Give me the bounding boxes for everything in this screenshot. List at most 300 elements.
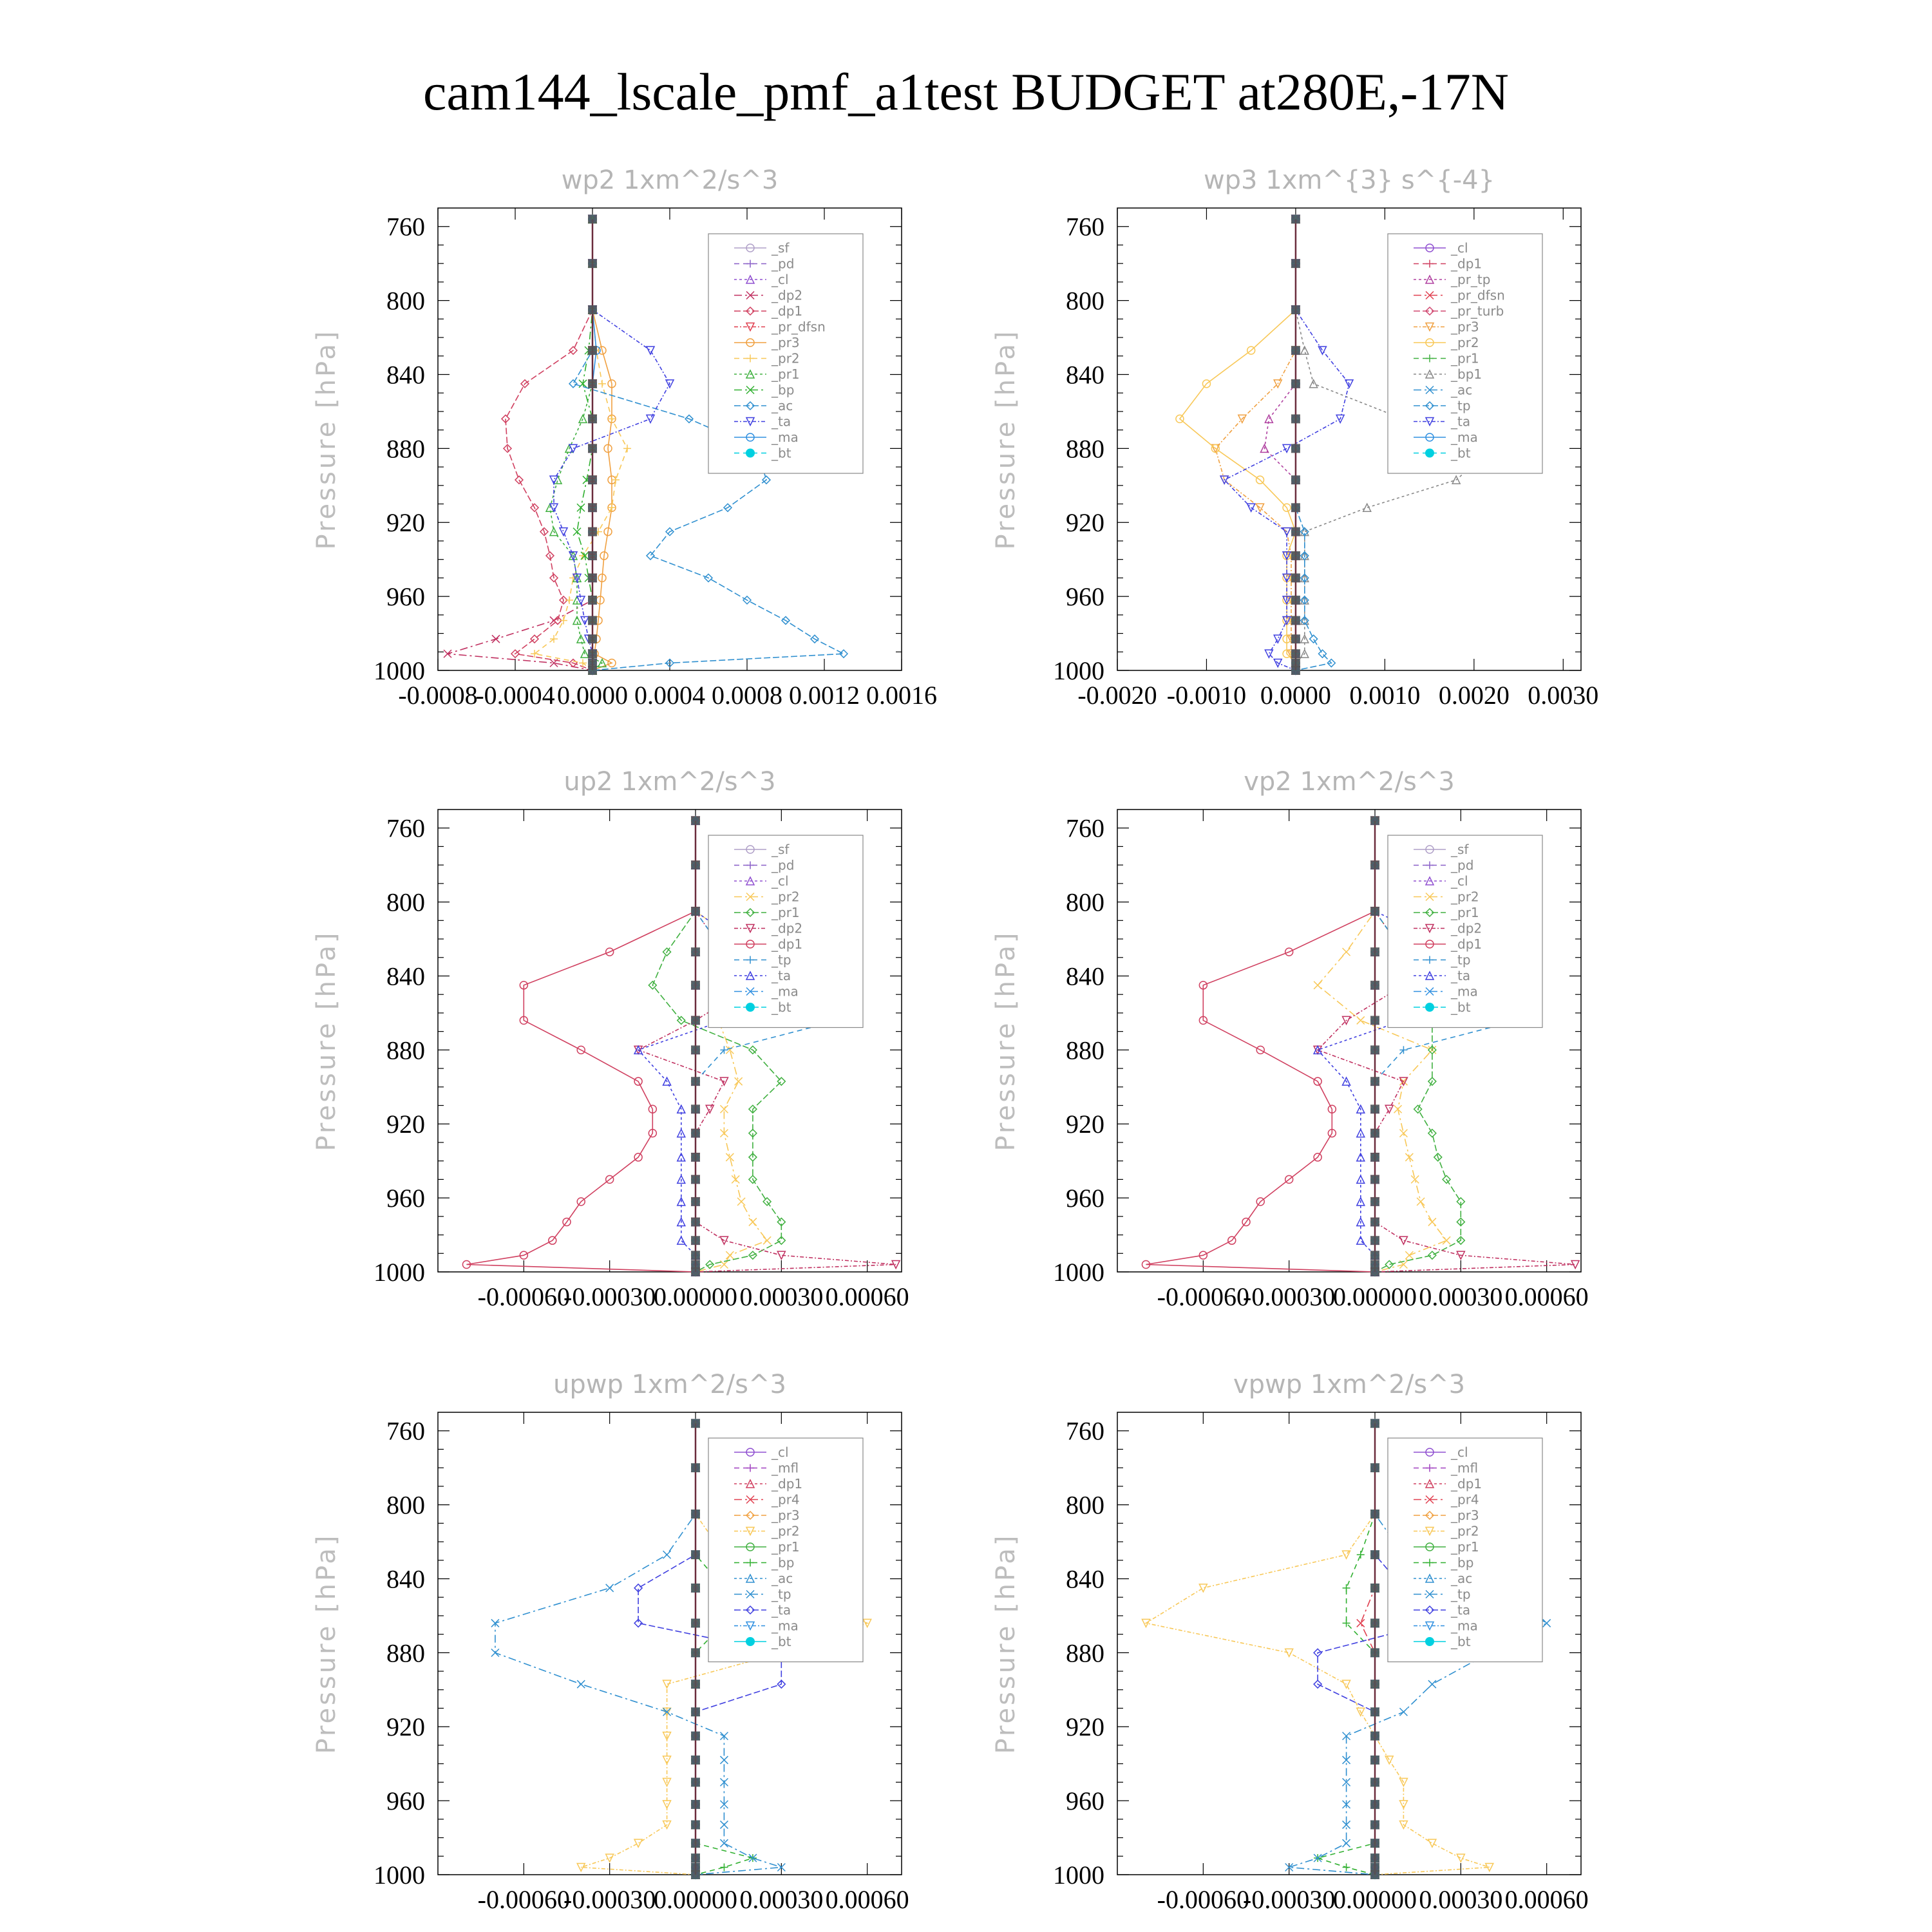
zero-marker	[691, 1251, 700, 1260]
zero-marker	[691, 981, 700, 990]
zero-marker	[691, 1618, 700, 1627]
data-point-_tp	[663, 1551, 671, 1558]
legend-label: _pr_dfsn	[1451, 287, 1505, 303]
data-point-_pr2	[737, 1198, 745, 1206]
legend-label: _dp2	[772, 920, 803, 936]
zero-marker	[1291, 475, 1300, 484]
legend-label: _pr3	[772, 1508, 800, 1523]
zero-marker	[588, 414, 597, 423]
legend-label: _pr2	[1451, 335, 1479, 350]
legend-label: _cl	[1451, 1444, 1468, 1460]
legend-label: _ta	[772, 968, 791, 983]
data-point-_pr2	[1385, 1756, 1393, 1764]
data-point-_dp2	[492, 635, 500, 643]
zero-marker	[691, 1153, 700, 1162]
y-axis-label: Pressure [hPa]	[312, 930, 341, 1151]
zero-marker	[691, 1820, 700, 1829]
panel-wp2	[312, 166, 937, 710]
data-point-_dp2	[706, 1105, 714, 1113]
data-point-_dp2	[1399, 1236, 1407, 1244]
y-tick-label: 760	[1066, 212, 1104, 242]
zero-marker	[691, 907, 700, 916]
y-tick-label: 840	[1066, 360, 1104, 390]
legend-label: _pr2	[772, 889, 800, 905]
zero-marker	[1370, 1175, 1379, 1184]
y-tick-label: 760	[1066, 1416, 1104, 1446]
x-tick-label: -0.0008	[398, 681, 478, 710]
zero-marker	[691, 1236, 700, 1245]
y-tick-label: 840	[1066, 961, 1104, 991]
x-tick-label: -0.00030	[564, 1282, 656, 1311]
x-tick-label: 0.0012	[789, 681, 860, 710]
x-tick-label: 0.00030	[739, 1282, 824, 1311]
zero-marker	[691, 1756, 700, 1765]
panel-wp3	[991, 166, 1598, 710]
zero-marker	[1370, 1820, 1379, 1829]
x-tick-label: 0.00000	[1333, 1885, 1417, 1914]
zero-marker	[691, 1045, 700, 1054]
zero-marker	[588, 573, 597, 582]
data-point-_pr2	[1405, 1153, 1413, 1161]
zero-marker	[588, 379, 597, 388]
zero-marker	[691, 1077, 700, 1086]
data-point-_pr4	[1357, 1619, 1365, 1627]
x-tick-label: -0.00030	[1243, 1885, 1336, 1914]
data-point-_pr2	[560, 616, 567, 624]
x-tick-label: -0.0010	[1166, 681, 1247, 710]
y-axis-label: Pressure [hPa]	[312, 328, 341, 550]
legend-label: _dp1	[1451, 256, 1482, 272]
data-point-_pr2	[1285, 1649, 1293, 1656]
legend-label: _pr2	[1451, 1523, 1479, 1539]
data-point-_pr2	[569, 574, 577, 582]
zero-marker	[1370, 1236, 1379, 1245]
y-tick-label: 840	[1066, 1564, 1104, 1594]
data-point-_ta	[560, 528, 567, 536]
x-tick-label: 0.00030	[1419, 1885, 1503, 1914]
y-tick-label: 960	[386, 1786, 425, 1816]
zero-marker	[1370, 981, 1379, 990]
data-point-_pr2	[612, 476, 620, 484]
legend-label: _cl	[772, 272, 789, 287]
data-point-_pr2	[1343, 948, 1350, 956]
data-point-_pr2	[726, 1251, 734, 1259]
zero-marker	[588, 503, 597, 512]
zero-marker	[1370, 1045, 1379, 1054]
y-tick-label: 800	[386, 286, 425, 316]
zero-marker	[588, 666, 597, 675]
data-point-_tp	[577, 1680, 585, 1688]
data-point-_pr2	[1411, 1175, 1419, 1183]
y-tick-label: 960	[1066, 582, 1104, 612]
zero-marker	[1291, 305, 1300, 314]
zero-marker	[1370, 907, 1379, 916]
zero-marker	[1370, 1510, 1379, 1519]
zero-marker	[691, 1267, 700, 1276]
y-tick-label: 880	[386, 1036, 425, 1065]
y-tick-label: 880	[1066, 1036, 1104, 1065]
legend-label: _ta	[772, 413, 791, 430]
data-point-_pr2	[1394, 1105, 1402, 1113]
zero-marker	[691, 947, 700, 956]
zero-marker	[1370, 1153, 1379, 1162]
zero-marker	[691, 1175, 700, 1184]
data-point-_pr2	[1457, 1854, 1464, 1862]
legend-label: _sf	[1451, 842, 1469, 857]
legend-label: _bt	[772, 445, 791, 461]
legend-label: _ma	[772, 1618, 799, 1634]
data-point-_tp	[491, 1649, 499, 1656]
data-point-_pr2	[1405, 1251, 1413, 1259]
data-point-_bp	[1357, 1551, 1365, 1558]
legend-bt-dot	[746, 1003, 755, 1012]
x-tick-label: 0.0000	[557, 681, 628, 710]
zero-marker	[691, 1680, 700, 1689]
y-tick-label: 800	[1066, 887, 1104, 917]
legend-label: _pr1	[1451, 1539, 1479, 1555]
zero-marker	[1370, 1251, 1379, 1260]
legend-label: _dp1	[1451, 936, 1482, 952]
data-point-_ta	[569, 444, 577, 452]
legend-label: _pd	[772, 857, 795, 873]
x-tick-label: 0.00030	[1419, 1282, 1503, 1311]
zero-marker	[1370, 1217, 1379, 1226]
y-tick-label: 1000	[1053, 1861, 1104, 1889]
x-tick-label: 0.0010	[1349, 681, 1421, 710]
x-tick-label: -0.00060	[477, 1282, 570, 1311]
legend-label: _cl	[772, 1444, 789, 1460]
legend-label: _bt	[772, 999, 791, 1015]
legend-label: _ta	[1451, 1602, 1471, 1618]
legend-label: _pr4	[1451, 1492, 1479, 1508]
y-tick-label: 880	[386, 434, 425, 464]
zero-marker	[691, 1839, 700, 1848]
series-line-_dp1	[506, 219, 592, 670]
data-point-_ta	[647, 415, 654, 422]
legend-label: _dp2	[772, 287, 803, 303]
data-point-_pr1	[1428, 1251, 1436, 1259]
legend-label: _pd	[1451, 857, 1474, 873]
data-point-_pr2	[735, 1077, 743, 1085]
y-tick-label: 840	[386, 360, 425, 390]
legend-label: _mfl	[1451, 1460, 1479, 1476]
x-tick-label: 0.0030	[1528, 681, 1599, 710]
zero-marker	[691, 1853, 700, 1862]
zero-marker	[691, 1419, 700, 1428]
legend-label: _tp	[772, 952, 791, 968]
zero-marker	[1291, 379, 1300, 388]
legend-label: _ac	[1451, 1571, 1473, 1586]
data-point-_ta	[1283, 444, 1291, 452]
zero-marker	[1291, 596, 1300, 605]
legend-label: _pr3	[772, 335, 800, 350]
zero-marker	[588, 527, 597, 536]
y-tick-label: 920	[1066, 1110, 1104, 1139]
legend-label: _ac	[772, 398, 793, 413]
zero-marker	[1370, 1680, 1379, 1689]
legend-label: _bp	[772, 1555, 795, 1571]
x-tick-label: -0.00060	[1157, 1282, 1249, 1311]
zero-marker	[691, 1016, 700, 1025]
zero-marker	[1370, 1267, 1379, 1276]
data-point-_pr2	[1428, 1218, 1436, 1226]
zero-marker	[588, 444, 597, 453]
zero-marker	[588, 551, 597, 560]
zero-marker	[691, 1104, 700, 1113]
x-tick-label: -0.00030	[564, 1885, 656, 1914]
y-tick-label: 800	[1066, 1490, 1104, 1520]
zero-marker	[1291, 551, 1300, 560]
legend-label: _tp	[772, 1586, 791, 1602]
x-tick-label: 0.0016	[866, 681, 937, 710]
zero-marker	[1370, 1129, 1379, 1138]
x-tick-label: -0.0004	[475, 681, 555, 710]
data-point-_tp	[720, 1821, 728, 1828]
y-tick-label: 920	[1066, 1712, 1104, 1742]
legend-label: _tp	[1451, 1586, 1471, 1602]
x-tick-label: -0.00060	[1157, 1885, 1249, 1914]
data-point-_tp	[1343, 1839, 1350, 1847]
y-axis-label: Pressure [hPa]	[991, 930, 1021, 1151]
x-tick-label: -0.0020	[1077, 681, 1157, 710]
data-point-_pr2	[1199, 1584, 1207, 1592]
x-tick-label: 0.0008	[712, 681, 782, 710]
zero-marker	[691, 860, 700, 869]
data-point-_pr2	[763, 1236, 771, 1244]
panel-vp2	[991, 767, 1589, 1311]
zero-marker	[691, 1584, 700, 1593]
panel-title: wp3 1xm^{3} s^{-4}	[1203, 166, 1495, 195]
data-point-_ta	[1318, 346, 1326, 354]
y-tick-label: 760	[1066, 813, 1104, 843]
x-tick-label: 0.00030	[739, 1885, 824, 1914]
y-tick-label: 960	[1066, 1786, 1104, 1816]
legend-label: _pr1	[1451, 905, 1479, 920]
data-point-_pr2	[749, 1218, 757, 1226]
legend-label: _mfl	[772, 1460, 799, 1476]
zero-marker	[1370, 1800, 1379, 1809]
data-point-_pr2	[598, 380, 606, 388]
legend-bt-dot	[746, 449, 755, 458]
data-point-_pr2	[623, 444, 631, 452]
legend-label: _pr3	[1451, 1508, 1479, 1523]
y-tick-label: 760	[386, 212, 425, 242]
legend-label: _tp	[1451, 952, 1471, 968]
zero-marker	[691, 816, 700, 825]
legend-label: _dp1	[772, 936, 803, 952]
legend-label: _pr_turb	[1451, 303, 1504, 319]
legend-label: _bt	[1451, 999, 1471, 1015]
zero-marker	[1291, 616, 1300, 625]
legend-label: _sf	[772, 842, 790, 857]
legend-label: _bp1	[1451, 366, 1482, 382]
zero-marker	[1370, 1197, 1379, 1206]
x-tick-label: 0.0004	[634, 681, 705, 710]
zero-marker	[588, 634, 597, 643]
y-axis-label: Pressure [hPa]	[312, 1533, 341, 1754]
zero-marker	[1370, 1853, 1379, 1862]
data-point-_pr2	[1357, 1016, 1365, 1024]
legend-bt-dot	[746, 1637, 755, 1646]
panel-title: upwp 1xm^2/s^3	[553, 1370, 786, 1399]
y-tick-label: 960	[386, 1184, 425, 1213]
legend-label: _dp1	[1451, 1476, 1482, 1492]
y-tick-label: 920	[386, 1712, 425, 1742]
y-tick-label: 920	[1066, 508, 1104, 538]
zero-marker	[588, 596, 597, 605]
zero-marker	[588, 259, 597, 268]
panel-vpwp	[991, 1370, 1589, 1914]
legend-label: _pd	[772, 256, 795, 272]
y-tick-label: 880	[1066, 434, 1104, 464]
y-axis-label: Pressure [hPa]	[991, 328, 1021, 550]
legend-label: _cl	[1451, 873, 1468, 889]
zero-marker	[1370, 860, 1379, 869]
legend-bt-dot	[1425, 449, 1434, 458]
x-tick-label: 0.00060	[1504, 1885, 1589, 1914]
y-axis-label: Pressure [hPa]	[991, 1533, 1021, 1754]
zero-marker	[691, 1870, 700, 1879]
legend-label: _ac	[1451, 382, 1473, 398]
page-title: cam144_lscale_pmf_a1test BUDGET at280E,-17N	[423, 62, 1509, 121]
y-tick-label: 840	[386, 961, 425, 991]
zero-marker	[588, 305, 597, 314]
zero-marker	[588, 649, 597, 658]
zero-marker	[1370, 1104, 1379, 1113]
y-tick-label: 760	[386, 813, 425, 843]
legend-label: _pr1	[772, 905, 800, 920]
x-tick-label: 0.00000	[1333, 1282, 1417, 1311]
zero-marker	[1291, 346, 1300, 355]
legend-bt-dot	[1425, 1003, 1434, 1012]
legend-label: _pr_dfsn	[772, 319, 826, 335]
y-tick-label: 1000	[374, 1258, 425, 1287]
legend-label: _pr_tp	[1451, 272, 1491, 287]
legend-label: _pr1	[772, 1539, 800, 1555]
y-tick-label: 920	[386, 1110, 425, 1139]
panel-title: vp2 1xm^2/s^3	[1244, 767, 1455, 797]
zero-marker	[691, 1129, 700, 1138]
legend-label: _ta	[1451, 968, 1471, 983]
data-point-_pr2	[1428, 1839, 1436, 1847]
zero-marker	[1370, 1618, 1379, 1627]
zero-marker	[1291, 414, 1300, 423]
zero-marker	[1291, 503, 1300, 512]
legend-bt-dot	[1425, 1637, 1434, 1646]
zero-marker	[691, 1777, 700, 1786]
legend-label: _bp	[1451, 1555, 1474, 1571]
legend-label: _ma	[1451, 1618, 1478, 1634]
legend-label: _pr1	[1451, 350, 1479, 366]
zero-marker	[588, 214, 597, 223]
data-point-_tp	[720, 1756, 728, 1764]
zero-marker	[691, 1197, 700, 1206]
zero-marker	[1370, 1777, 1379, 1786]
legend-label: _dp1	[772, 303, 803, 319]
data-point-_pr2	[1417, 1198, 1425, 1206]
y-tick-label: 1000	[374, 656, 425, 685]
data-point-_ac	[569, 380, 577, 388]
legend-label: _pr4	[772, 1492, 800, 1508]
legend-label: _bp	[772, 382, 795, 398]
series-line-_pr2	[1180, 219, 1296, 670]
zero-marker	[1291, 634, 1300, 643]
legend-label: _ma	[1451, 983, 1478, 999]
panel-title: wp2 1xm^2/s^3	[561, 166, 779, 195]
data-point-_pr2	[726, 1153, 734, 1161]
legend-label: _ma	[1451, 430, 1478, 445]
zero-marker	[1370, 816, 1379, 825]
data-point-_tp	[1428, 1680, 1436, 1688]
data-point-_bp	[720, 1864, 728, 1871]
zero-marker	[1291, 214, 1300, 223]
x-tick-label: 0.00060	[825, 1885, 909, 1914]
zero-marker	[1370, 1077, 1379, 1086]
zero-marker	[1370, 947, 1379, 956]
zero-marker	[1370, 1016, 1379, 1025]
legend-label: _tp	[1451, 398, 1471, 413]
panel-up2	[312, 767, 909, 1311]
legend-label: _ma	[772, 430, 799, 445]
zero-marker	[1291, 259, 1300, 268]
y-tick-label: 880	[386, 1638, 425, 1668]
y-tick-label: 1000	[1053, 656, 1104, 685]
zero-marker	[691, 1550, 700, 1559]
zero-marker	[1370, 1463, 1379, 1472]
zero-marker	[1370, 1584, 1379, 1593]
y-tick-label: 1000	[374, 1861, 425, 1889]
zero-marker	[1291, 666, 1300, 675]
zero-marker	[1370, 1419, 1379, 1428]
legend-label: _dp2	[1451, 920, 1482, 936]
legend-label: _cl	[1451, 240, 1468, 256]
zero-marker	[1370, 1756, 1379, 1765]
zero-marker	[691, 1510, 700, 1519]
legend-label: _pr2	[772, 1523, 800, 1539]
zero-marker	[691, 1217, 700, 1226]
y-tick-label: 800	[1066, 286, 1104, 316]
zero-marker	[588, 616, 597, 625]
zero-marker	[1370, 1550, 1379, 1559]
y-tick-label: 840	[386, 1564, 425, 1594]
zero-marker	[1291, 573, 1300, 582]
data-point-_pr1	[554, 476, 562, 484]
zero-marker	[588, 346, 597, 355]
legend-label: _bt	[1451, 445, 1471, 461]
y-tick-label: 760	[386, 1416, 425, 1446]
zero-marker	[1370, 1707, 1379, 1716]
zero-marker	[1291, 527, 1300, 536]
x-tick-label: 0.00060	[825, 1282, 909, 1311]
data-point-_pr2	[565, 596, 573, 604]
data-point-_bp1	[1301, 346, 1309, 354]
data-point-_tp	[606, 1584, 614, 1592]
y-tick-label: 960	[386, 582, 425, 612]
legend-label: _ta	[1451, 413, 1471, 430]
zero-marker	[588, 475, 597, 484]
legend-label: _bt	[772, 1634, 791, 1649]
x-tick-label: 0.00000	[654, 1282, 737, 1311]
data-point-_bp	[1343, 1864, 1350, 1871]
data-point-_tp	[1543, 1619, 1551, 1627]
legend-label: _cl	[772, 873, 789, 889]
data-point-_pr2	[732, 1175, 739, 1183]
data-point-_pr2	[1399, 1130, 1407, 1137]
zero-marker	[1370, 1732, 1379, 1741]
data-point-_tp	[1399, 1708, 1407, 1716]
zero-marker	[1291, 649, 1300, 658]
legend-label: _pr1	[772, 366, 800, 382]
